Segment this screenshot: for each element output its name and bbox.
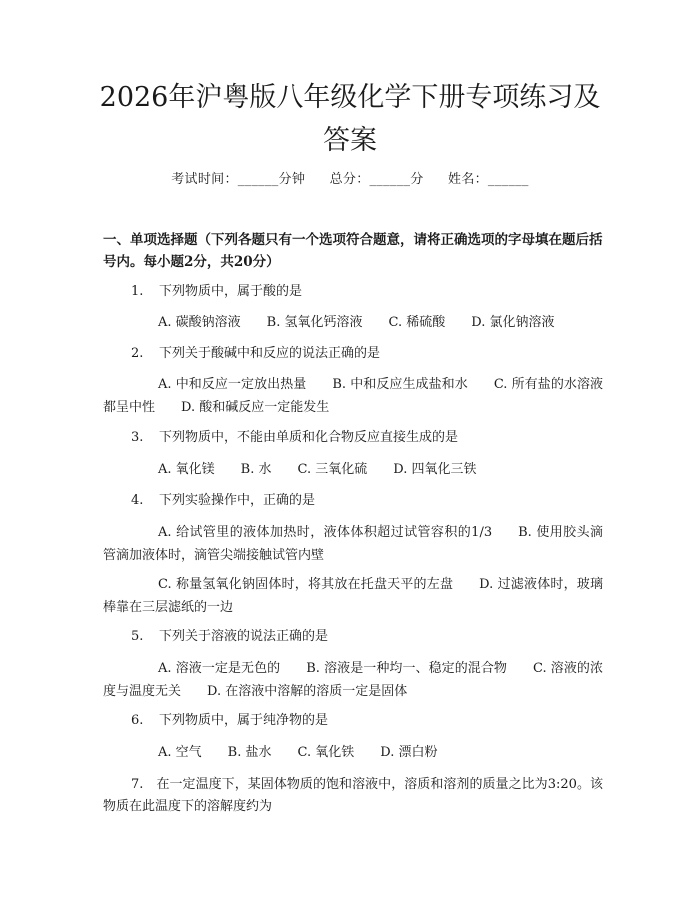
question-6-options	[103, 741, 603, 764]
question-text: 下列物质中，不能由单质和化合物反应直接生成的是	[159, 430, 459, 445]
exam-score-field: 总分：______分	[329, 172, 424, 187]
question-text: 下列物质中，属于酸的是	[159, 284, 303, 299]
question-5	[103, 626, 603, 648]
question-number: 6.	[131, 713, 144, 728]
option-c: C. 氧化铁	[297, 745, 355, 760]
section-heading: 一、单项选择题（下列各题只有一个选项符合题意，请将正确选项的字母填在题后括号内。每小题2分，共20分）	[103, 232, 603, 270]
question-number: 3.	[131, 430, 144, 445]
option-c: C. 三氧化硫	[297, 462, 368, 477]
option-d: D. 四氧化三铁	[393, 462, 477, 477]
option-d: D. 酸和碱反应一定能发生	[181, 400, 330, 415]
question-7	[103, 774, 603, 818]
option-a: A. 溶液一定是无色的	[158, 661, 281, 676]
option-c: C. 溶液的浓度与温度无关	[103, 661, 604, 699]
question-number: 4.	[131, 493, 144, 508]
option-d: D. 在溶液中溶解的溶质一定是固体	[207, 684, 408, 699]
option-a: A. 中和反应一定放出热量	[158, 377, 307, 392]
option-c: C. 称量氢氧化钠固体时，将其放在托盘天平的左盘	[158, 577, 454, 592]
question-number: 7.	[131, 777, 144, 792]
question-5-options	[103, 657, 603, 703]
question-number: 5.	[131, 629, 144, 644]
question-1-options	[103, 311, 603, 334]
question-text: 下列关于溶液的说法正确的是	[159, 629, 329, 644]
option-c: C. 所有盐的水溶液都呈中性	[103, 377, 604, 415]
option-b: B. 使用胶头滴管滴加液体时，滴管尖端接触试管内壁	[103, 525, 603, 563]
option-d: D. 氯化钠溶液	[471, 315, 555, 330]
option-d: D. 过滤液体时，玻璃棒靠在三层滤纸的一边	[103, 577, 604, 615]
option-a: A. 碳酸钠溶液	[158, 315, 241, 330]
option-b: B. 中和反应生成盐和水	[332, 377, 468, 392]
question-4-options-cd	[103, 573, 603, 619]
option-c: C. 稀硫酸	[388, 315, 446, 330]
question-3-options	[103, 458, 603, 481]
page-title: 2026年沪粤版八年级化学下册专项练习及答案	[99, 82, 601, 156]
question-6	[103, 710, 603, 732]
question-number: 1.	[131, 284, 144, 299]
exam-name-field: 姓名：______	[448, 172, 529, 187]
question-text: 在一定温度下，某固体物质的饱和溶液中，溶质和溶剂的质量之比为3:20。该物质在此温度下的溶解度约为	[103, 777, 603, 814]
question-text: 下列实验操作中，正确的是	[159, 493, 316, 508]
exam-info	[0, 168, 700, 187]
option-a: A. 给试管里的液体加热时，液体体积超过试管容积的1/3	[158, 525, 493, 540]
option-d: D. 漂白粉	[380, 745, 438, 760]
option-b: B. 溶液是一种均一、稳定的混合物	[306, 661, 507, 676]
option-b: B. 氢氧化钙溶液	[266, 315, 363, 330]
option-b: B. 水	[240, 462, 272, 477]
question-4-options-ab	[103, 521, 603, 567]
question-text: 下列关于酸碱中和反应的说法正确的是	[159, 346, 381, 361]
option-b: B. 盐水	[227, 745, 272, 760]
question-3	[103, 427, 603, 449]
option-a: A. 空气	[158, 745, 202, 760]
question-text: 下列物质中，属于纯净物的是	[159, 713, 329, 728]
exam-time-field: 考试时间：______分钟	[171, 172, 306, 187]
option-a: A. 氧化镁	[158, 462, 215, 477]
question-2	[103, 343, 603, 365]
question-4	[103, 490, 603, 512]
question-number: 2.	[131, 346, 144, 361]
question-1	[103, 281, 603, 303]
question-2-options	[103, 373, 603, 419]
